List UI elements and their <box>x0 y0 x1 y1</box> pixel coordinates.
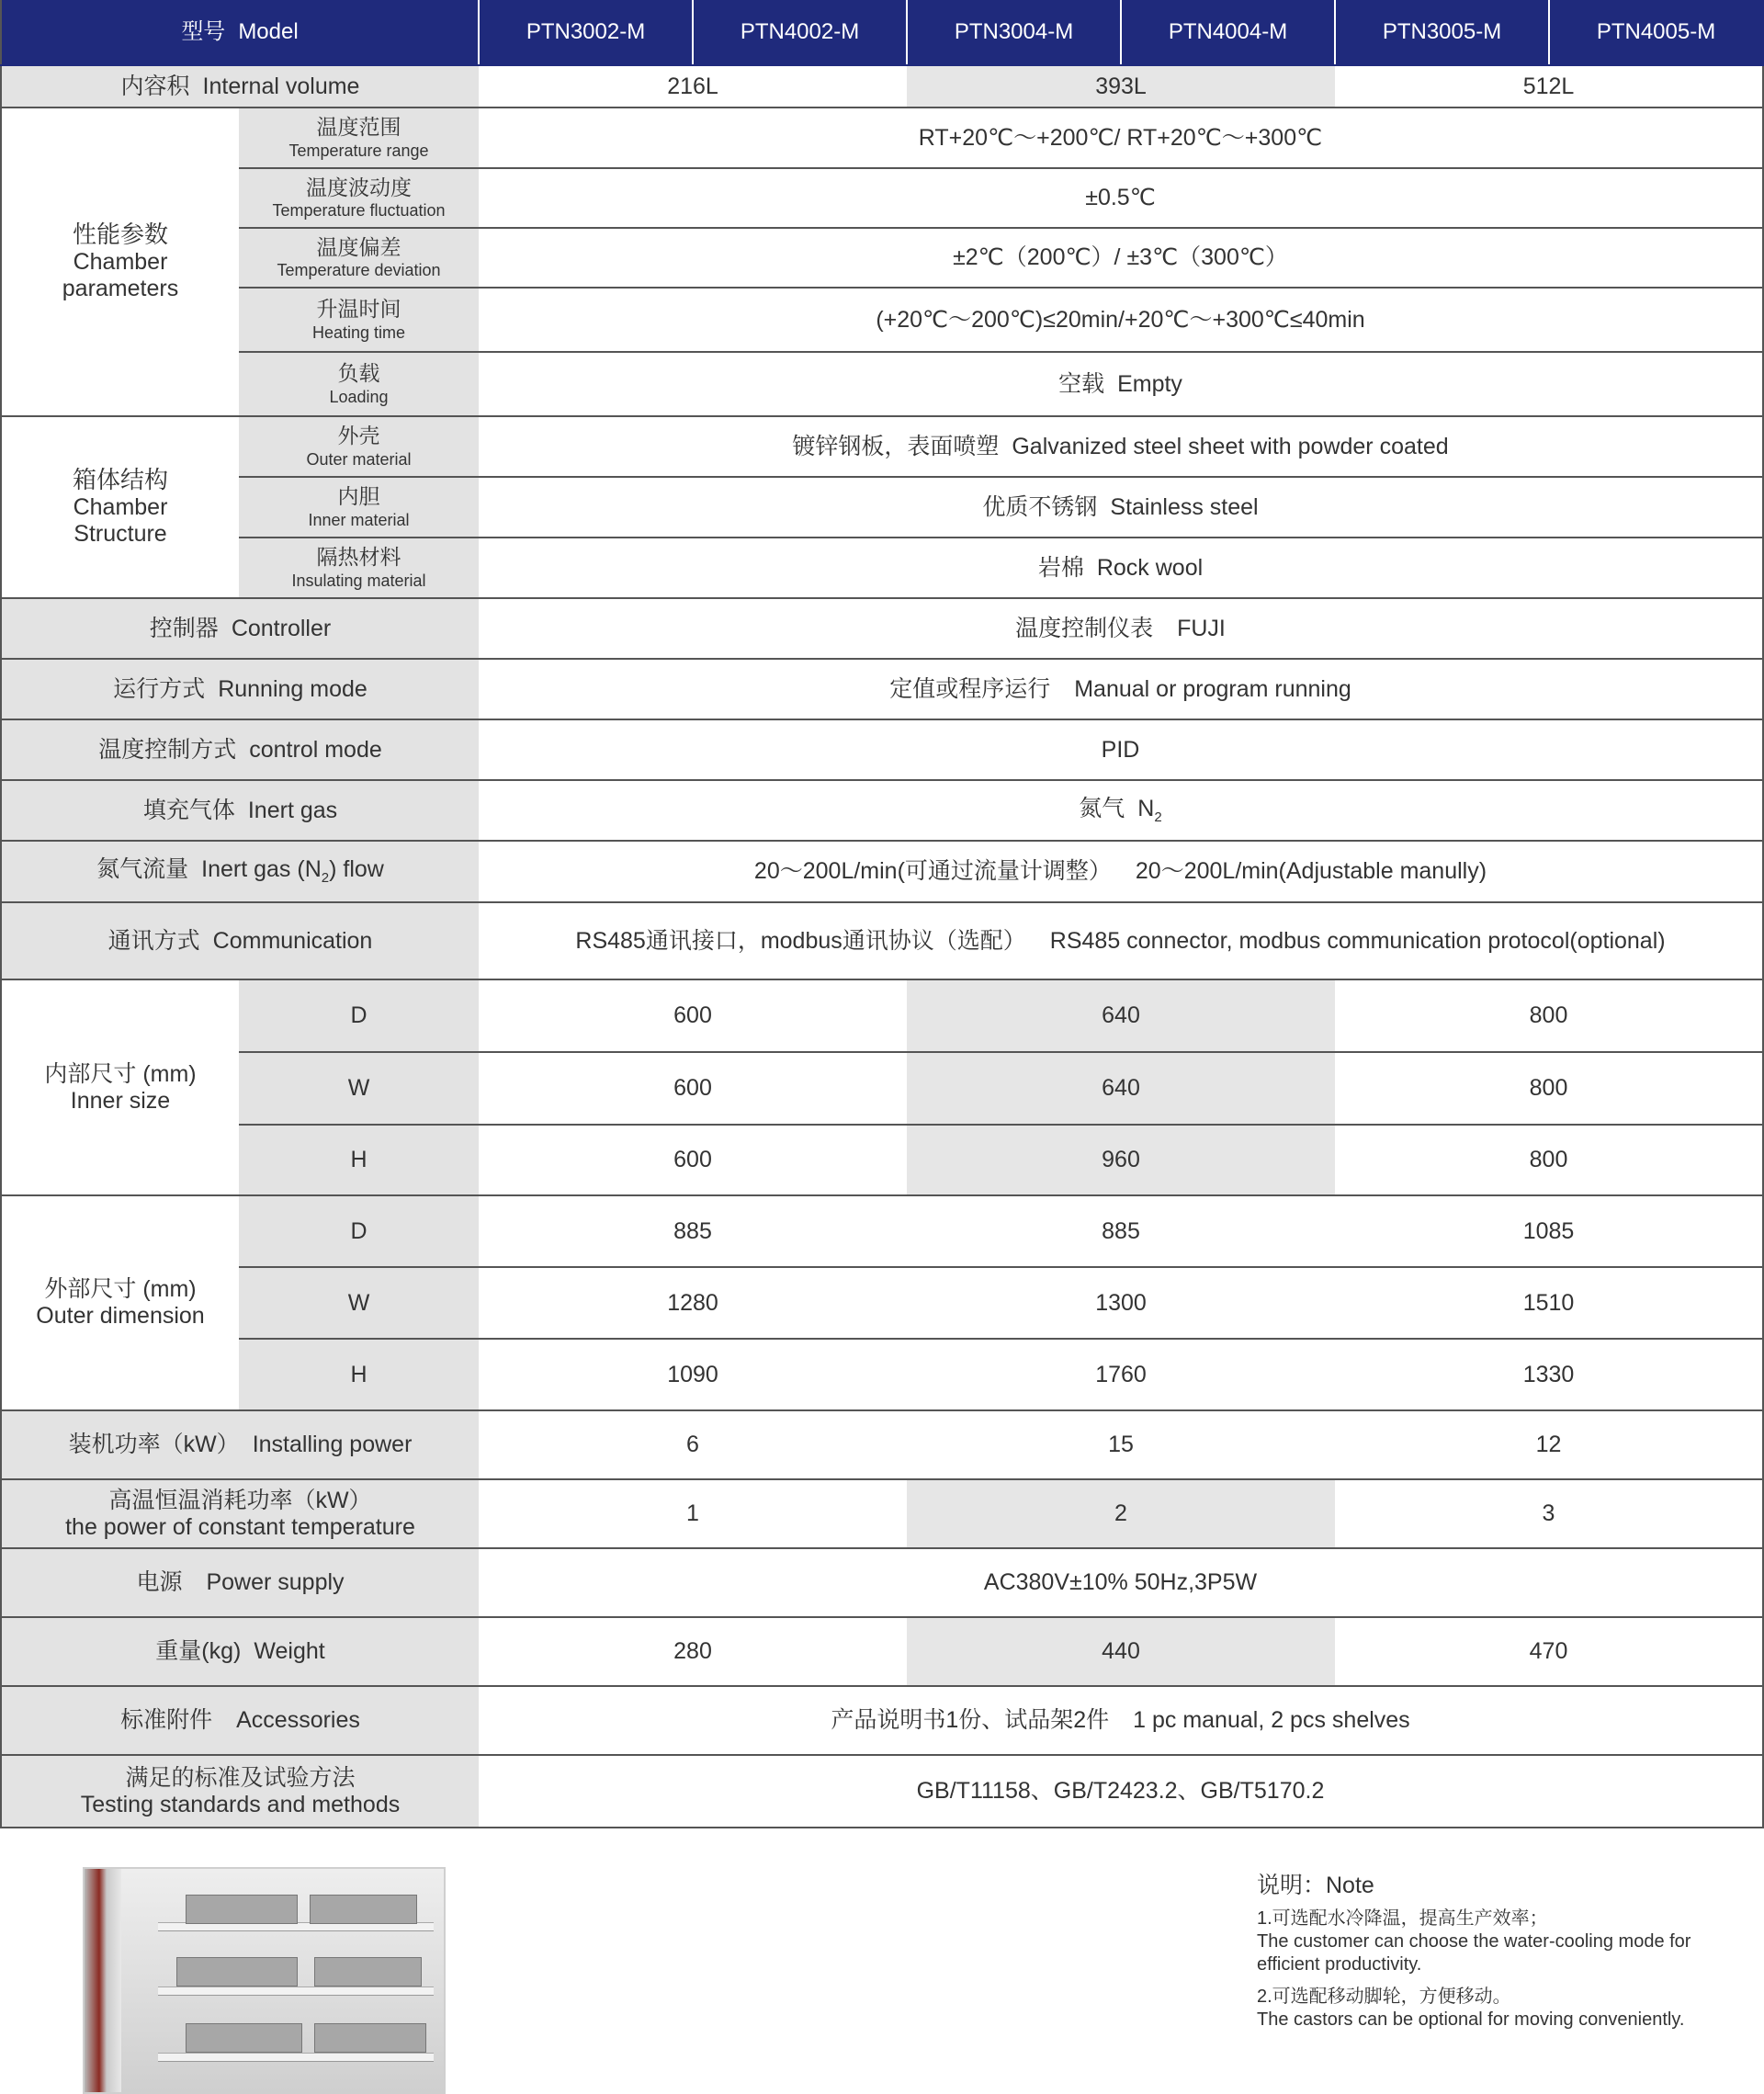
dimension-label: W <box>239 1267 479 1339</box>
insulating-material-row <box>1 538 1763 598</box>
outer-dimension-group: 外部尺寸 (mm) Outer dimension <box>1 1195 239 1410</box>
inert-gas-label: 填充气体 Inert gas <box>1 780 479 841</box>
note-title: 说明：Note <box>1257 1873 1374 1898</box>
running-mode-row <box>1 659 1763 719</box>
accessories-row <box>1 1686 1763 1755</box>
temperature-range-value: RT+20℃～+200℃/ RT+20℃～+300℃ <box>479 108 1763 168</box>
model-label-cn: 型号 <box>181 19 226 45</box>
controller-value: 温度控制仪表 FUJI <box>479 598 1763 659</box>
sub-label: 温度波动度 Temperature fluctuation <box>239 168 479 228</box>
inert-gas-value: 氮气 $N_2$ <box>479 780 1763 841</box>
dimension-value: 800 <box>1335 1125 1763 1195</box>
loading-row <box>1 352 1763 416</box>
volume-value: 393L <box>907 65 1335 108</box>
power-supply-row <box>1 1548 1763 1617</box>
inert-gas-flow-label: 氮气流量 Inert gas $(N_2)$ flow <box>1 841 479 902</box>
dimension-value: 1510 <box>1335 1267 1763 1339</box>
dimension-value: 600 <box>479 979 907 1052</box>
heating-time-value: (+20℃～200℃)≤20min/+20℃～+300℃≤40min <box>479 288 1763 352</box>
model-ptn3004: PTN3004-M <box>907 0 1121 65</box>
heating-time-row <box>1 288 1763 352</box>
note-item: 1.可选配水冷降温，提高生产效率； The customer can choose the water-cooling mode for efficient productivity. <box>1257 1908 1691 1975</box>
accessories-value: 产品说明书1份、试品架2件 1 pc manual, 2 pcs shelves <box>479 1686 1763 1755</box>
communication-label: 通讯方式 Communication <box>1 902 479 979</box>
dimension-value: 1300 <box>907 1267 1335 1339</box>
outer-material-value: 镀锌钢板，表面喷塑 Galvanized steel sheet with powder coated <box>479 416 1763 477</box>
outer-dimension-w-row <box>1 1267 1763 1339</box>
dimension-label: H <box>239 1339 479 1410</box>
dimension-value: 885 <box>479 1195 907 1267</box>
power-value: 12 <box>1335 1410 1763 1479</box>
power-supply-value: AC380V±10% 50Hz,3P5W <box>479 1548 1763 1617</box>
sub-label: 负载 Loading <box>239 352 479 416</box>
inert-gas-flow-row <box>1 841 1763 902</box>
dimension-value: 960 <box>907 1125 1335 1195</box>
controller-row <box>1 598 1763 659</box>
power-value: 1 <box>479 1479 907 1548</box>
dimension-value: 800 <box>1335 979 1763 1052</box>
dimension-value: 600 <box>479 1125 907 1195</box>
outer-material-row <box>1 416 1763 477</box>
model-ptn4002: PTN4002-M <box>693 0 907 65</box>
inner-size-w-row <box>1 1052 1763 1125</box>
power-supply-label: 电源 Power supply <box>1 1548 479 1617</box>
dimension-value: 1760 <box>907 1339 1335 1410</box>
accessories-label: 标准附件 Accessories <box>1 1686 479 1755</box>
dimension-value: 600 <box>479 1052 907 1125</box>
dimension-value: 640 <box>907 979 1335 1052</box>
temperature-fluctuation-row <box>1 168 1763 228</box>
inner-size-group: 内部尺寸 (mm) Inner size <box>1 979 239 1195</box>
control-mode-value: PID <box>479 719 1763 780</box>
dimension-value: 885 <box>907 1195 1335 1267</box>
running-mode-label: 运行方式 Running mode <box>1 659 479 719</box>
dimension-value: 1085 <box>1335 1195 1763 1267</box>
temperature-range-row <box>1 108 1763 168</box>
dimension-value: 800 <box>1335 1052 1763 1125</box>
note-item: 2.可选配移动脚轮，方便移动。 The castors can be optional for moving conveniently. <box>1257 1986 1685 2030</box>
constant-power-row <box>1 1479 1763 1548</box>
internal-volume-row <box>1 65 1763 108</box>
chamber-parameters-group: 性能参数 Chamber parameters <box>1 108 239 416</box>
controller-label: 控制器 Controller <box>1 598 479 659</box>
sub-label: 温度范围 Temperature range <box>239 108 479 168</box>
model-ptn3002: PTN3002-M <box>479 0 693 65</box>
model-ptn4004: PTN4004-M <box>1121 0 1335 65</box>
standards-label: 满足的标准及试验方法 Testing standards and methods <box>1 1755 479 1828</box>
inner-material-row <box>1 477 1763 538</box>
internal-volume-label: 内容积 Internal volume <box>1 65 479 108</box>
model-ptn4005: PTN4005-M <box>1549 0 1763 65</box>
sub-label: 温度偏差 Temperature deviation <box>239 228 479 288</box>
weight-label: 重量(kg) Weight <box>1 1617 479 1686</box>
outer-dimension-h-row <box>1 1339 1763 1410</box>
power-value: 2 <box>907 1479 1335 1548</box>
temperature-deviation-row <box>1 228 1763 288</box>
sub-label: 内胆 Inner material <box>239 477 479 538</box>
outer-dimension-d-row <box>1 1195 1763 1267</box>
sub-label: 隔热材料 Insulating material <box>239 538 479 598</box>
weight-value: 470 <box>1335 1617 1763 1686</box>
inert-gas-row <box>1 780 1763 841</box>
constant-power-label: 高温恒温消耗功率（kW） the power of constant temperature <box>1 1479 479 1548</box>
communication-value: RS485通讯接口，modbus通讯协议（选配） RS485 connector, modbus communication protocol(optional) <box>479 902 1763 979</box>
volume-value: 512L <box>1335 65 1763 108</box>
control-mode-row <box>1 719 1763 780</box>
dimension-value: 640 <box>907 1052 1335 1125</box>
weight-value: 440 <box>907 1617 1335 1686</box>
inner-material-value: 优质不锈钢 Stainless steel <box>479 477 1763 538</box>
volume-value: 216L <box>479 65 907 108</box>
product-photo <box>83 1867 446 2094</box>
dimension-value: 1280 <box>479 1267 907 1339</box>
inert-gas-flow-value: 20～200L/min(可通过流量计调整） 20～200L/min(Adjustable manully) <box>479 841 1763 902</box>
sub-label: 升温时间 Heating time <box>239 288 479 352</box>
dimension-label: H <box>239 1125 479 1195</box>
temperature-deviation-value: ±2℃（200℃）/ ±3℃（300℃） <box>479 228 1763 288</box>
insulating-material-value: 岩棉 Rock wool <box>479 538 1763 598</box>
weight-value: 280 <box>479 1617 907 1686</box>
inner-size-h-row <box>1 1125 1763 1195</box>
dimension-label: W <box>239 1052 479 1125</box>
loading-value: 空载 Empty <box>479 352 1763 416</box>
header-row <box>1 0 1763 65</box>
control-mode-label: 温度控制方式 control mode <box>1 719 479 780</box>
temperature-fluctuation-value: ±0.5℃ <box>479 168 1763 228</box>
installing-power-label: 装机功率（kW） Installing power <box>1 1410 479 1479</box>
dimension-value: 1330 <box>1335 1339 1763 1410</box>
communication-row <box>1 902 1763 979</box>
dimension-value: 1090 <box>479 1339 907 1410</box>
sub-label: 外壳 Outer material <box>239 416 479 477</box>
weight-row <box>1 1617 1763 1686</box>
power-value: 15 <box>907 1410 1335 1479</box>
chamber-structure-group: 箱体结构 Chamber Structure <box>1 416 239 598</box>
standards-row <box>1 1755 1763 1828</box>
dimension-label: D <box>239 979 479 1052</box>
model-header-cell <box>1 0 479 65</box>
power-value: 3 <box>1335 1479 1763 1548</box>
dimension-label: D <box>239 1195 479 1267</box>
installing-power-row <box>1 1410 1763 1479</box>
running-mode-value: 定值或程序运行 Manual or program running <box>479 659 1763 719</box>
model-label-en: Model <box>238 19 299 45</box>
standards-value: GB/T11158、GB/T2423.2、GB/T5170.2 <box>479 1755 1763 1828</box>
model-ptn3005: PTN3005-M <box>1335 0 1549 65</box>
note-section <box>1257 1867 1764 2041</box>
inner-size-d-row <box>1 979 1763 1052</box>
power-value: 6 <box>479 1410 907 1479</box>
